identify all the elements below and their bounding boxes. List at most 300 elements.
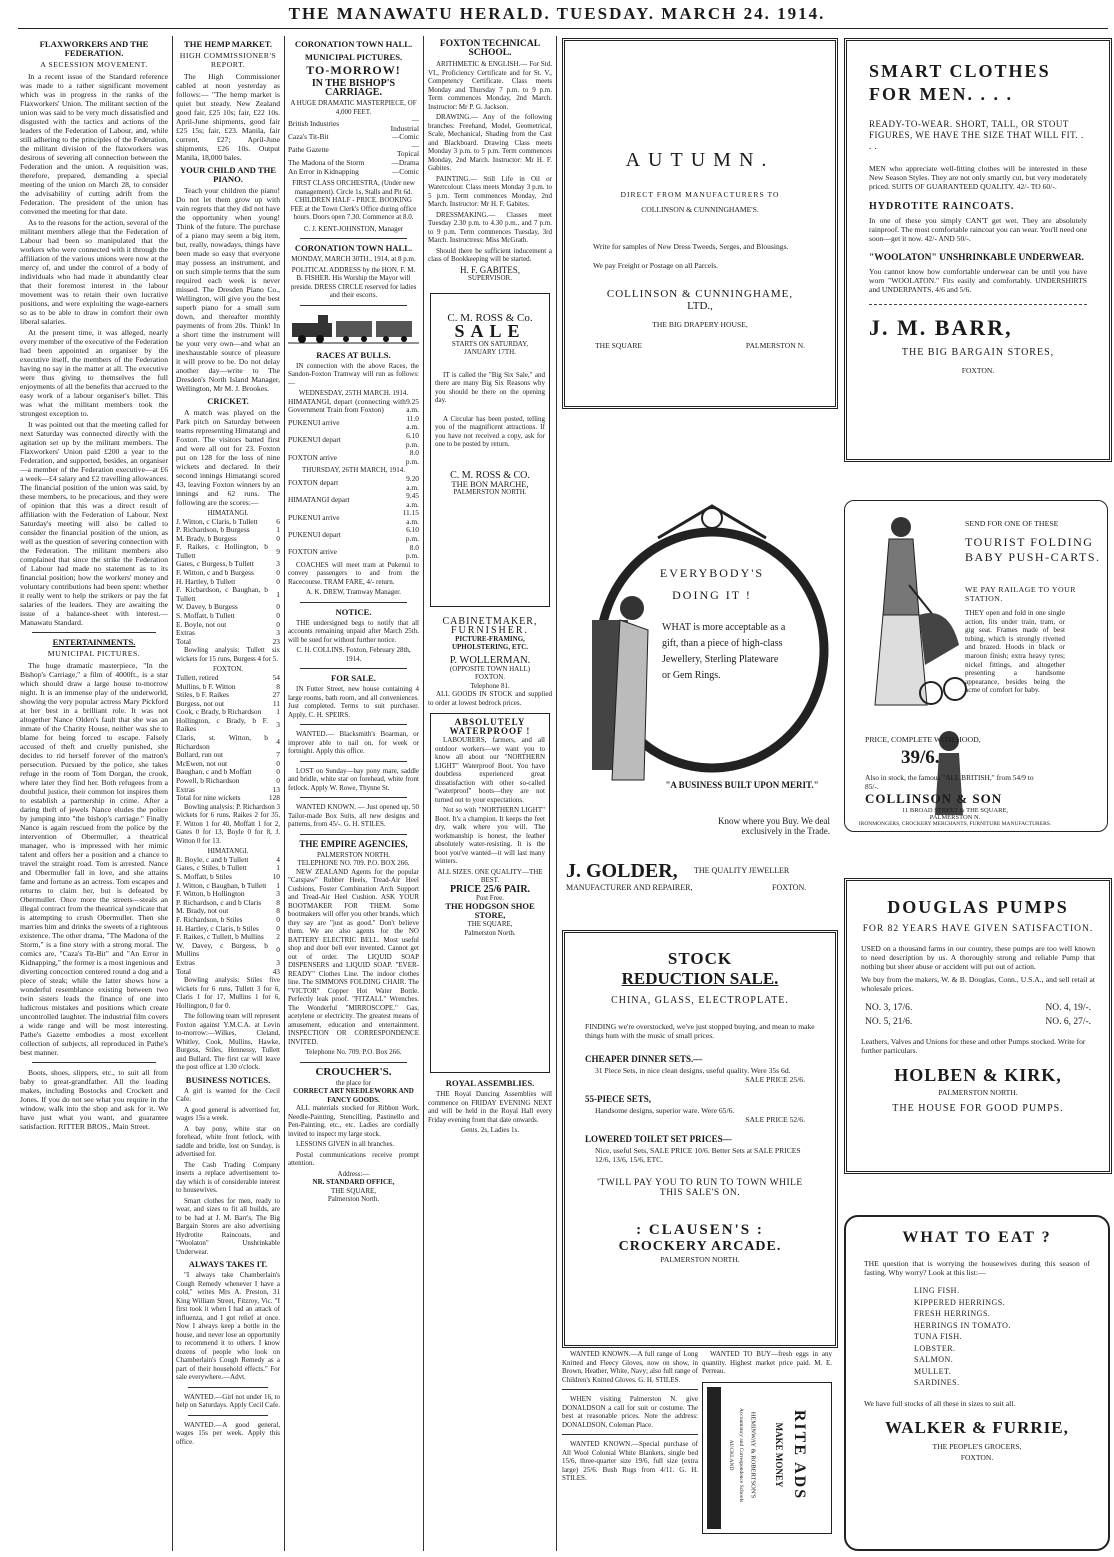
ad-line: We pay Freight or Postage on all Parcels. [593, 261, 719, 270]
paragraph: MEN who appreciate well-fitting clothes will be interested in these New Season Styles. They are not only smartly cut, but very moderately priced. SUITS OF GUARANTEED QUALITY. 42/- TO 60/-. [869, 164, 1087, 191]
row-label: Burgess, not out [176, 698, 225, 708]
row-value: 3 [276, 957, 280, 967]
small-ads-left [562, 1350, 698, 1485]
ad-line: FOXTON. [474, 673, 505, 681]
programme-row [288, 142, 419, 159]
food-item: SALMON. [914, 1355, 954, 1364]
signature: C. H. COLLINS. Foxton, February 28th, 1914. [296, 646, 411, 663]
ad-headline: SMART CLOTHES [869, 61, 1051, 81]
rite-ads-bar [707, 1387, 721, 1529]
rite-ads-box [702, 1382, 832, 1534]
ad-headline: SALE [454, 320, 526, 341]
row-label: British Industries [288, 119, 340, 129]
article-subhead: MUNICIPAL PICTURES. [47, 649, 141, 658]
row-value: —Topical [396, 140, 419, 159]
row-label: Extras [176, 628, 195, 638]
paragraph: USED on a thousand farms in our country, these pumps are too well known to need description by us. A thoroughly strong and reliable Pump that nothing but sheer abuse or accident will put out of action. [861, 944, 1095, 971]
ad-name: COLLINSON & SON [865, 791, 1003, 806]
divider [188, 1415, 268, 1416]
ad-headline: DOING IT ! [672, 588, 752, 602]
paragraph: The following team will represent Foxton against Y.M.C.A. at Levin to-morrow:—Wilkes, Cleland, Whitley, Cook, Mullins, Hawke, Burgess, Stiles, Hennessy, Tullett and Bullard. The first car will leave the post office at 1.30 o'clock. [176, 1012, 280, 1072]
column-2 [176, 36, 280, 1551]
row-label: Mullins, b F. Witton [176, 681, 236, 691]
ad-name: LTD., [687, 300, 713, 312]
paragraph: ARITHMETIC & ENGLISH.— For Std. VI., Proficiency Certificate and for St. V., Competency Certificate. Class meets Monday and Thursday 7 p.m. to 9 p.m. Term commences Monday, 2nd March. Instructor: Mr P. G. Jackson. [428, 60, 552, 111]
ad-headline: DOUGLAS PUMPS [887, 897, 1069, 917]
row-value: 6.10 p.m. [405, 431, 419, 449]
row-value: 23 [272, 636, 280, 646]
date-line: WEDNESDAY, 25TH MARCH. 1914. [298, 389, 409, 398]
barr-clothes-ad [844, 38, 1112, 462]
address-right: PALMERSTON N. [745, 341, 805, 350]
ad-subhead: PALMERSTON NORTH. [316, 850, 391, 859]
row-label: P. Richardson, b Burgess [176, 525, 250, 535]
row-value: 0 [276, 611, 280, 621]
paragraph: Bowling analysis: Tullett six wickets for 15 runs, Burgess 4 for 5. [176, 646, 280, 663]
ad-line: PALMERSTON NORTH. [660, 1255, 740, 1264]
ad-name: P. WOLLERMAN. [449, 654, 531, 666]
signature: H. F. GABITES, [459, 264, 521, 275]
douglas-pumps-ad [844, 878, 1112, 1174]
row-value: 3 [276, 889, 280, 899]
ad-line: MANUFACTURER AND REPAIRER, [566, 883, 693, 892]
contact-line: Telephone No. 709. P.O. Box 266. [305, 1048, 402, 1057]
paragraph: DRESSMAKING.— Classes meet Tuesday 2.30 p.m. to 4.30 p.m., and 7 p.m. to 9 p.m. Term commences Tuesday, 3rd March. Instructress: Miss McGrath. [428, 210, 552, 244]
what-to-eat-ad [844, 1215, 1110, 1551]
ad-line: STARTS ON SATURDAY, JANUARY 17TH. [451, 339, 529, 356]
ad-headline: ROYAL ASSEMBLIES. [445, 1078, 535, 1088]
row-label: M. Brady, b Burgess [176, 533, 237, 543]
team-name: HIMATANGI. [207, 847, 249, 856]
paragraph: A good general is advertised for, wages 15s a week. [176, 1105, 280, 1123]
classified-ad: LOST on Sunday—bay pony mare, saddle and bridle, white star on forehead, white front fetlock. Apply W. Rowe, Thynne St. [288, 766, 419, 792]
paragraph: DRAWING.— Any of the following branches: Freehand, Model, Geometrical, Scale, Mechanical, Shading from the Cast and Blackboard. Drawing Class meets Monday 3 p.m. to 5 p.m. Term commences Monday, 2nd March. Instructor: Mr H. F. Gabites. [428, 113, 552, 172]
row-value: 1 [276, 863, 280, 873]
food-item: LOBSTER. [914, 1343, 956, 1353]
paragraph: Should there be sufficient inducement a class of Bookkeeping will be started. [428, 246, 552, 263]
ad-line: the place for [336, 1078, 371, 1087]
row-label: Extras [176, 957, 195, 967]
row-value: 0 [276, 619, 280, 629]
row-label: PUKENUI arrive [288, 512, 340, 522]
autumn-ad [562, 38, 838, 409]
paragraph: COACHES will meet tram at Pukenui to convey passengers to and from the Racecourse. TRAM FARE, 4/- return. [288, 560, 419, 586]
row-value: 0 [276, 576, 280, 586]
column-divider [423, 36, 424, 1551]
row-value: 11 [272, 698, 280, 708]
signature: C. J. KENT-JOHNSTON, Manager [303, 224, 404, 233]
timetable-row [288, 492, 419, 509]
paragraph: Not so with "NORTHERN LIGHT" Boot. It's a champion. It keeps the feet dry, walk where you will. The workmanship is honest, the leather absolutely water-resisting. It is the boot you've wanted—it will last many winters. [435, 806, 545, 865]
ad-headline: C. M. ROSS & Co. [447, 311, 533, 324]
price-item: NO. 5, 21/6. [865, 1017, 913, 1027]
ad-headline: ABSOLUTELY [454, 717, 526, 727]
divider [32, 632, 156, 633]
ad-headline: WHAT TO EAT ? [902, 1229, 1052, 1246]
masthead: THE MANAWATU HERALD. TUESDAY. MARCH 24. 1914. [288, 4, 826, 23]
row-label: F. Richardson, b Stiles [176, 914, 243, 924]
row-value: —Drama [391, 157, 419, 167]
divider [32, 1062, 156, 1063]
row-label: F. Raikes, c Tullett, b Mullins [176, 932, 264, 942]
paragraph: THEY open and fold in one single action, fits under train, tram, or gig seat. Frames made of best tubing, which is strongly rivetted and brazed. Hoods in black or maroon finish; extra heavy tyres; nickel fittings, and altogether presenting a handsome appearance, besides being the acme of comfort for baby. [965, 609, 1065, 695]
paragraph: A Circular has been posted, telling you of the magnificent attractions. If you have not received a copy, ask for one to be posted by return. [435, 414, 545, 448]
row-value: 128 [268, 793, 280, 803]
ad-line: PICTURE-FRAMING, UPHOLSTERING, ETC. [451, 634, 529, 651]
row-label: PUKENUI depart [288, 435, 341, 445]
article-headline: ALWAYS TAKES IT. [188, 1259, 268, 1270]
scorecard [176, 674, 280, 803]
paragraph: A girl is wanted for the Cecil Cafe. [176, 1086, 280, 1104]
ad-name: HOLBEN & KIRK, [894, 1065, 1062, 1085]
ad-headline: REDUCTION SALE. [621, 969, 779, 988]
classified-ad: WANTED.—A good general, wages 15s per week. Apply this office. [176, 1420, 280, 1446]
ad-line: FOXTON. [961, 366, 995, 375]
ad-headline: FOR MEN. . . . [869, 84, 1013, 104]
ad-subhead: CHINA, GLASS, ELECTROPLATE. [611, 995, 789, 1006]
ad-headline: WATERPROOF ! [449, 726, 531, 736]
article-headline: BUSINESS NOTICES. [185, 1074, 271, 1085]
score-row [176, 717, 280, 734]
paragraph: In a recent issue of the Standard reference was made to a rather significant movement which was in progress in the ranks of the Flaxworkers' Union. The militant section of the union was said to be very much dissatisfied and disgusted with the tactics and actions of the leaders of the Federation of Labour, and, while still adhering to the principles of the Federation, the militant division of the flaxworkers was desirous of severing all connection between the Federation and the union. A requisition was, therefore, prepared, demanding a special meeting of the union on March 28, to consider the advisability of cutting adrift from the Federation. The president of the union has convened the meeting for that date. [20, 72, 168, 216]
score-row [176, 543, 280, 560]
timetable [288, 398, 419, 467]
address-left: THE SQUARE [595, 341, 643, 350]
paragraph: Bowling analysis: Stiles five wickets for 6 runs, Tullett 3 for 6, Claris 1 for 17, Mullins 1 for 6, Hollington, 0 for 0. [176, 976, 280, 1010]
price-item: NO. 3, 17/6. [865, 1003, 913, 1013]
push-cart-ad [844, 500, 1108, 832]
scorecard [176, 518, 280, 647]
classified-ad: WANTED.— Blacksmith's Boarman, or improver able to nail on, for week or fortnight. Apply this office. [288, 730, 419, 756]
address-line [595, 341, 805, 350]
classified-ad: WHEN visiting Palmerston N. give DONALDSON a call for suit or costume. The best at reasonable prices. Note the address: DONALDSON, Coleman Place. [562, 1395, 698, 1429]
ad-headline: THE EMPIRE AGENCIES, [299, 838, 408, 849]
row-label: PUKENUI arrive [288, 418, 340, 428]
divider [188, 1387, 268, 1388]
ad-headline: FURNISHER. [450, 624, 530, 636]
row-label: R. Boyle, c and b Tullett [176, 854, 249, 864]
row-value: 27 [272, 690, 280, 700]
divider [300, 305, 407, 306]
row-label: Hollington, c Brady, b F. Raikes [176, 715, 268, 734]
rite-ads-line: HEMINWAY & ROBERTSON'S [749, 1411, 757, 1498]
score-row [176, 638, 280, 647]
row-label: J. Witton, c Baughan, b Tullett [176, 880, 267, 890]
waterproof-boot-ad [430, 713, 550, 1073]
row-value: 0 [276, 945, 280, 955]
ad-line: IRONMONGERS, CROCKERY MERCHANTS, FURNITURE MANUFACTURERS. [858, 821, 1052, 827]
row-label: Stiles, b F. Raikes [176, 690, 229, 700]
row-value: 9.20 a.m. [406, 473, 419, 492]
paragraph: THE undersigned begs to notify that all accounts remaining unpaid after March 25th. will be sued for without further notice. [288, 618, 419, 644]
team-name: HIMATANGI. [207, 509, 249, 517]
paragraph: Boots, shoes, slippers, etc., to suit all from baby to great-grandfather. All the leading makes, including Bostocks and Crockett and Jones. If you do not see what you require in the window, walk into the shop and ask for it. We have just what you want, and guarantee satisfaction. RITTER BROS., Main Street. [20, 1068, 168, 1131]
item-heading: "WOOLATON" UNSHRINKABLE UNDERWEAR. [869, 253, 1084, 263]
ad-headline: FOR SALE. [331, 673, 376, 684]
ad-headline: CABINETMAKER, [442, 615, 538, 627]
row-value: 10 [272, 872, 280, 881]
paragraph: WHAT is more acceptable as a gift, than a piece of high-class Jewellery, Sterling Plateware or Gem Rings. [662, 622, 786, 681]
team-name: FOXTON. [212, 665, 243, 674]
ad-headline: CORONATION TOWN HALL. [294, 243, 413, 254]
paragraph: IN connection with the above Races, the Sandon-Foxton Tramway will run as follows:— [288, 361, 419, 387]
food-item: HERRINGS IN TOMATO. [914, 1320, 1011, 1330]
food-item: SARDINES. [914, 1378, 960, 1387]
column-divider [284, 36, 285, 1551]
ad-line: ALL SIZES. ONE QUALITY—THE BEST. [437, 867, 543, 884]
paragraph: NEW ZEALAND Agents for the popular "Catspaw" Rubber Heels, Tread-Air Heel Cushions, Foster Combination Arch Support and Tread-Air Heel Cushion. ASK YOUR BOOTMAKER FOR THEM. Some bootmakers will offer you other brands, which they say are "just as good." Don't believe them. We are also agents for the NO BATTERY ELECTRIC BELL. Most useful shop and door bell ever invented. Cannot get out of order. The LIQUID SOAP DISPENSERS and LIQUID SOAP. "EVER-READY" Clothes Line. The indoor clothes line. The SIMMONS FOLDING CHAIR. The "VICTOR" Copper Hot Water Bottle. Perfectly leak proof. "FITZALL" Wrenches. The Wonderful "MIRROSCOPE." Gas, acetylene or electricity. The greatest means of amusement, education and entertainment. INSPECTION OR CORRESPONDENCE INVITED. [288, 867, 419, 1046]
row-label: Extras [176, 784, 195, 794]
row-label: HIMATANGI depart [288, 495, 350, 505]
ad-line: Write for samples of New Dress Tweeds, Serges, and Blousings. [593, 242, 789, 251]
row-label: S. Moffatt, b Stiles [176, 872, 232, 881]
row-value: 54 [272, 672, 280, 682]
ad-line: FOXTON. [960, 1452, 994, 1462]
paragraph: We buy from the makers, W. & B. Douglas, Conn., U.S.A., and sell retail at wholesale prices. [861, 975, 1095, 993]
food-item: LING FISH. [914, 1286, 960, 1295]
ad-headline: CORONATION TOWN HALL. [294, 39, 413, 49]
divider [562, 1389, 698, 1390]
section-headline: ENTERTAINMENTS. [52, 637, 136, 647]
row-label: H. Hartley, c Claris, b Stiles [176, 923, 259, 933]
divider [300, 602, 407, 603]
paragraph: A bay pony, white star on forehead, white front fetlock, with saddle and bridle, lost on Sunday, is advertised for. [176, 1124, 280, 1159]
row-label: Bullard, run out [176, 750, 224, 760]
paragraph: Leathers, Valves and Unions for these and other Pumps stocked. Write for further particulars. [861, 1037, 1086, 1055]
score-row [176, 794, 280, 803]
price-item: NO. 6, 27/-. [1045, 1017, 1091, 1027]
divider [562, 1434, 698, 1435]
ad-line: CORRECT ART NEEDLEWORK AND FANCY GOODS. [293, 1087, 414, 1104]
row-value: 6.10 p.m. [405, 525, 419, 544]
row-value: 0 [276, 602, 280, 612]
row-value: 4 [276, 854, 280, 864]
column-divider [172, 36, 173, 1551]
row-label: F. Kicbardson, c Baughan, b Tullett [176, 585, 268, 603]
food-item: FRESH HERRINGS. [914, 1309, 991, 1318]
score-row [176, 734, 280, 751]
ad-name: C. M. ROSS & CO. [450, 469, 530, 481]
programme-list [288, 116, 419, 176]
date-line: MONDAY, MARCH 30TH., 1914, at 8 p.m. [291, 255, 416, 264]
ad-line: Telephone 81. [470, 681, 510, 690]
ad-line: THE SQUARE, [330, 1186, 377, 1195]
ad-headline: AUTUMN. [625, 149, 775, 171]
divider [869, 304, 1087, 305]
column-1 [20, 36, 168, 1551]
row-label: Gates, c Burgess, b Tullett [176, 559, 254, 569]
ad-name: J. M. BARR, [869, 315, 1013, 340]
price: PRICE 25/6 PAIR. [449, 883, 531, 895]
divider [300, 1062, 407, 1063]
item-desc: 31 Piece Sets, in nice clean designs, useful quality. Were 35s 6d. [595, 1066, 791, 1075]
train-illustration [288, 311, 419, 345]
contact-line: TELEPHONE NO. 709. P.O. BOX 266. [297, 859, 410, 868]
paragraph: THE question that is worrying the housewives during this season of fasting. Why worry? Look at this list:— [864, 1259, 1090, 1277]
ad-headline: STOCK [667, 949, 733, 968]
row-label: F. Witton, b Hollington [176, 889, 245, 899]
ad-headline: TO-MORROW! [306, 63, 401, 77]
row-value: 6 [276, 516, 280, 526]
paragraph: THE Royal Dancing Assemblies will commence on FRIDAY EVENING NEXT and will be held in the Royal Hall every Friday evening from that date onwards. [428, 1090, 552, 1124]
row-label: S. Moffatt, b Tullett [176, 611, 235, 621]
ad-line: Gents. 2s, Ladies 1s. [461, 1126, 519, 1134]
food-item: TUNA FISH. [914, 1332, 963, 1341]
ad-line: Palmerston North. [464, 928, 516, 937]
row-value: 7 [276, 750, 280, 760]
row-value: —Comic [391, 166, 419, 176]
programme-row [288, 168, 419, 177]
ad-line: Palmerston North. [327, 1195, 380, 1204]
ad-line: FOXTON. [772, 883, 807, 892]
paragraph: The Cash Trading Company inserts a replace advertisement to-day which is of considerable interest to housewives. [176, 1160, 280, 1195]
row-value: 8 [276, 897, 280, 907]
classified-ad: WANTED.—Girl not under 16, to help on Saturdays. Apply Cecil Cafe. [176, 1392, 280, 1410]
row-value: —Industrial [390, 115, 419, 133]
ad-name: : CLAUSEN'S : [636, 1222, 764, 1238]
ad-line: THE QUALITY JEWELLER [694, 866, 790, 875]
row-value: 0 [276, 758, 280, 768]
rite-ads-line: Accountancy and Correspondence Schools [738, 1407, 744, 1502]
column-3 [288, 36, 419, 1551]
score-row [176, 942, 280, 959]
paragraph: A match was played on the Park pitch on Saturday between teams representing Himatangi and Foxton. The visitors batted first and were all out for 23. Foxton put on 128 for the loss of nine wickets and declared. In their second innings Himatangi scored 43, leaving Foxton winners by an innings and 62 runs. The following are the scores:— [176, 408, 280, 507]
programme-row [288, 116, 419, 133]
row-label: Baughan, c and b Moffatt [176, 767, 252, 777]
paragraph: The huge dramatic masterpiece, "In the Bishop's Carriage," a film of 4000ft., is a star which should draw a large house to-morrow night. It is an immense play of the underworld, showing the very popular actress Mary Pickford at her best in a brilliant role. It was not altogether Nance Olden's fault that she was an inmate of the Charity House, neither was she to blame for being forced to escape. Falsely accused of theft and cruelly punished, she decides to rid herself forever of the matron's persecution. Pursued by the police, she takes refuge in the room of Tom Dorgan, the crook, where later they find her. Both refugees from a doubtful justice, their common lot inspires them to establish a partnership in crime. After a daring theft of jewels Nance eludes the police by jumping into "the bishop's carriage." Finally Nance is again rescued from the police by the intervention of Obermuller, a theatrical manager, who is impressed with her mimic talent and offers her a position and a chance to travel the straight road. Tom is arrested. Nance and Obermuller fall in love, and she attains fame and fortune as an actress. Tom escapes and returns to claim her, but is defeated by Obermuller. Once more the streets—steals an illegal contract from the theatrical syndicate that is attempting to crush Obermuller. Then she marries him and drinks the sweets of a righteous existence. The other drama, "The Madona of the Storm," is a fine story with a strong moral. The comics are, "Caza's Tit-Bit" and "An Error in Kidnapping," the former is a most ingenious and diverting concoction centered round a dog and a piece of steak; while the latter shows how a wonderful resemblance existing between two twin sisters leads the finance of one into ludicrous mistakes and positions which create uncontrolled laughter. The industrial film covers a wide range and will be most interesting. Pathe's Gazette embodies a most excellent collection of subjects, all reproduced in Pathe's best manner. [20, 661, 168, 1057]
article-subhead: HIGH COMMISSIONER'S REPORT. [179, 51, 277, 69]
row-label: FOXTON arrive [288, 546, 337, 556]
item-heading: LOWERED TOILET SET PRICES— [585, 1134, 732, 1144]
row-label: Caza's Tit-Bit [288, 132, 329, 142]
row-value: 1 [276, 525, 280, 535]
row-label: Total for nine wickets [176, 793, 241, 803]
classified-ad: WANTED KNOWN.—A full range of Long Knitted and Fleecy Gloves, now on show, in Brown, Heather, White, Navy; also full range of Children's Knitted Gloves. G. H. STILES. [562, 1350, 698, 1384]
divider [300, 761, 407, 762]
column-4 [428, 36, 552, 1551]
ad-headline: CROUCHER'S. [315, 1065, 392, 1078]
signature: A. K. DREW, Tramway Manager. [305, 588, 401, 597]
classified-ad: WANTED KNOWN.—Special purchase of All Wool Colonial White Blankets, single bed 15/6, three-quarter size 19/6, full size (extra large) 25/6. Bush Rugs from 4/11. G. H. STILES. [562, 1440, 698, 1482]
row-value: 9.25 a.m. [406, 396, 419, 415]
paragraph: Bowling analysis: P. Richardson 3 wickets for 6 runs, Raikes 2 for 35, F. Witton 1 for 40, Moffatt 1 for 2, Gates 0 for 13, Boyle 0 for 8, J. Witton 0 for 13. [176, 802, 280, 845]
paragraph: We have full stocks of all these in sizes to suit all. [864, 1398, 1016, 1408]
timetable-row [288, 544, 419, 561]
divider [300, 834, 407, 835]
row-label: FOXTON depart [288, 478, 339, 488]
ad-line: COLLINSON & CUNNINGHAME'S. [641, 205, 759, 214]
row-value: 43 [272, 966, 280, 976]
row-label: E. Boyle, not out [176, 619, 227, 629]
timetable-row [288, 475, 419, 492]
article-headline: FLAXWORKERS AND THE FEDERATION. [39, 39, 149, 58]
slogan: 'TWILL PAY YOU TO RUN TO TOWN WHILE THIS SALE'S ON. [597, 1178, 803, 1198]
row-value: 3 [276, 628, 280, 638]
row-label: Claris, st. Witton, b Richardson [176, 733, 268, 751]
food-item: MULLET. [914, 1366, 952, 1376]
divider [300, 724, 407, 725]
timetable-row [288, 449, 419, 466]
row-value: 1 [276, 880, 280, 890]
ad-name: THE HODGSON SHOE STORE, [445, 901, 535, 920]
article-headline: YOUR CHILD AND THE PIANO. [179, 165, 277, 184]
paragraph: PAINTING.— Still Life in Oil or Watercolour. Class meets Monday 3 p.m. to 5 p.m. Term commences Monday, 2nd March. Instructor: Mr H. F. Gabites. [428, 174, 552, 208]
ross-sale-ad [430, 293, 550, 607]
paragraph: You cannot know how comfortable underwear can be until you have worn "WOOLATON." Fits easily and comfortably. UNDERSHIRTS and UNDERPANTS, 4/6 and 5/6. [869, 267, 1087, 294]
paragraph: In one of these you simply CAN'T get wet. They are absolutely rainproof. The most comfortable raincoat you can wear. You'll need one soon—get it now. 42/- AND 50/-. [869, 216, 1087, 243]
row-label: W. Davey, c Burgess, b Mullins [176, 940, 268, 959]
ad-name: COLLINSON & CUNNINGHAME, [606, 288, 794, 300]
ad-line: PALMERSTON N. [929, 814, 981, 821]
masthead-rule [18, 28, 1108, 29]
divider [300, 797, 407, 798]
row-value: 1 [276, 707, 280, 717]
ad-line: PRICE, COMPLETE WITH HOOD, [865, 735, 981, 744]
row-label: J. Witton, c Claris, b Tullett [176, 516, 258, 526]
row-label: An Error in Kidnapping [288, 166, 359, 176]
row-value: 0 [276, 533, 280, 543]
row-label: Total [176, 966, 192, 976]
paragraph: ALL GOODS IN STOCK and supplied to order at lowest bedrock prices. [428, 690, 552, 707]
row-label: Powell, b Richardson [176, 776, 240, 786]
row-label: The Madona of the Storm [288, 157, 365, 167]
row-value: 9 [276, 546, 280, 556]
row-value: 3 [276, 559, 280, 569]
row-label: FOXTON arrive [288, 452, 337, 462]
price-row [865, 1017, 1091, 1027]
ad-line: THE BON MARCHE, [451, 478, 529, 489]
article-headline: THE HEMP MARKET. [184, 39, 272, 49]
food-item: KIPPERED HERRINGS. [914, 1297, 1006, 1307]
item-heading: 55-PIECE SETS, [585, 1094, 652, 1104]
ad-line: PALMERSTON NORTH. [453, 488, 527, 496]
paragraph: ALL materials stocked for Ribbon Work, Needle-Painting, Stencilling, Pastinello and Pen-Painting, etc., etc. Ladies are cordially invited to inspect my large stock. [288, 1104, 419, 1138]
paragraph: Postal communications receive prompt attention. [288, 1150, 419, 1168]
row-label: M. Brady, not out [176, 906, 229, 916]
ad-name: CROCKERY ARCADE. [618, 1239, 782, 1254]
column-divider [556, 36, 557, 1551]
article-headline: CRICKET. [207, 396, 249, 406]
paragraph: Smart clothes for men, ready to wear, and sizes to fit all builds, are to be had at J. M. Barr's, The Big Bargain Stores are also advertising Hydrotite Raincoats, and "Woolaton" Unshrinkable Underwear. [176, 1196, 280, 1256]
row-value: 4 [276, 737, 280, 747]
item-price: SALE PRICE 25/6. [745, 1075, 805, 1084]
timetable-row [288, 398, 419, 415]
signature: SUPERVISOR. [468, 274, 512, 282]
ad-line: THE BIG BARGAIN STORES, [901, 347, 1055, 358]
row-value: —Comic [391, 132, 419, 142]
rite-ads-title: RITE ADS [791, 1409, 808, 1500]
ad-headline: NOTICE. [335, 606, 372, 617]
price: 39/6. [901, 747, 940, 768]
ad-headline: FOXTON TECHNICAL SCHOOL. [439, 39, 541, 58]
timetable-row [288, 415, 419, 432]
score-row [176, 968, 280, 977]
golder-jeweller-ad [562, 480, 832, 900]
row-value: 0 [276, 914, 280, 924]
ad-subhead: FOR 82 YEARS HAVE GIVEN SATISFACTION. [862, 924, 1094, 934]
row-value: 0 [276, 767, 280, 777]
ad-subhead: READY-TO-WEAR. SHORT, TALL, OR STOUT FIGURES, WE HAVE THE SIZE THAT WILL FIT. . . . [869, 119, 1084, 151]
film-subtitle: A HUGE DRAMATIC MASTERPIECE, OF 4,000 FEET. [290, 99, 417, 116]
timetable-row [288, 509, 419, 526]
ad-headline: EVERYBODY'S [659, 566, 765, 580]
item-heading: HYDROTITE RAINCOATS. [869, 201, 1015, 212]
row-value: 0 [276, 776, 280, 786]
paragraph: LABOURERS, farmers, and all outdoor workers—we want you to know all about our "NORTHERN LIGHT" Waterproof Boot. You have doubtless experienced great dissatisfaction with other so-called "waterproof" boots—they are not turned out to your expectations. [435, 736, 545, 804]
ad-headline: RACES AT BULLS. [316, 349, 391, 360]
row-label: F. Raikes, c Hollington, b Tullett [176, 542, 268, 560]
date-line: THURSDAY, 26TH MARCH, 1914. [301, 466, 406, 475]
